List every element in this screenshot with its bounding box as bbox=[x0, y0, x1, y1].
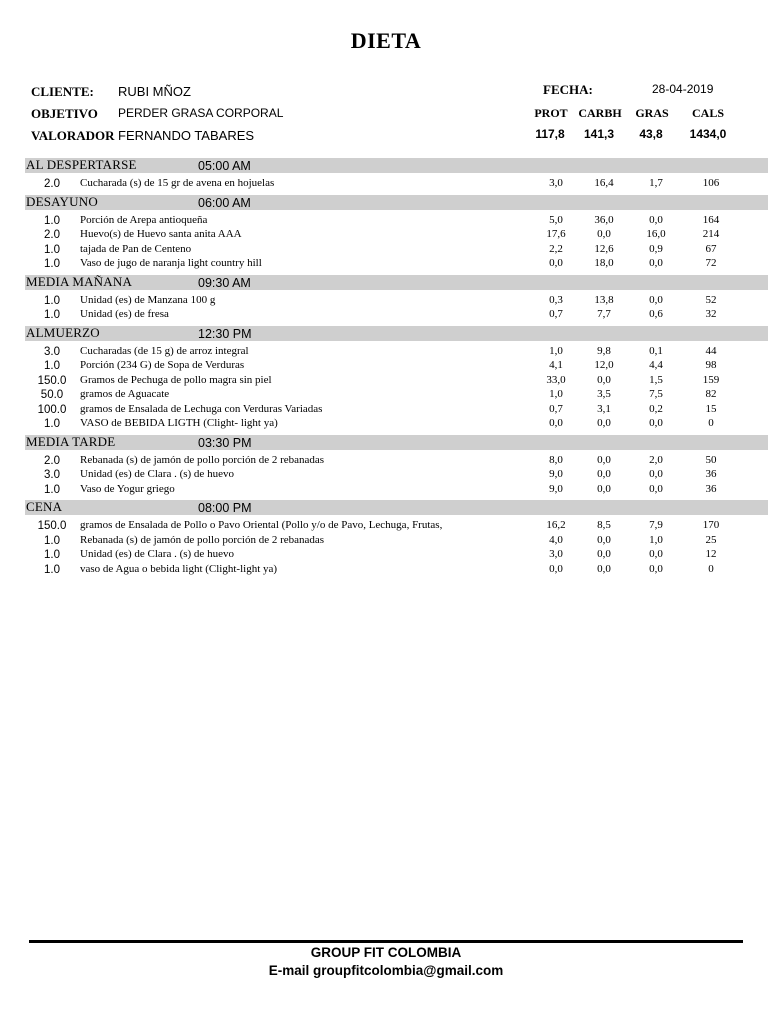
meal-item-row bbox=[0, 402, 768, 417]
meal-item-row bbox=[0, 387, 768, 402]
item-calories: 159 bbox=[702, 373, 720, 386]
meal-time: 09:30 AM bbox=[198, 275, 251, 290]
meal-section bbox=[0, 326, 768, 431]
item-quantity: 1.0 bbox=[44, 534, 60, 547]
item-quantity: 3.0 bbox=[44, 345, 60, 358]
footer-email: E-mail groupfitcolombia@gmail.com bbox=[268, 963, 504, 978]
item-carbs: 0,0 bbox=[597, 417, 611, 429]
meal-section bbox=[0, 275, 768, 322]
meal-item-row bbox=[0, 416, 768, 431]
meal-item-list bbox=[0, 341, 768, 431]
item-protein: 0,7 bbox=[549, 402, 563, 415]
item-carbs: 9,8 bbox=[597, 344, 611, 357]
item-calories: 82 bbox=[705, 388, 717, 400]
item-carbs: 0,0 bbox=[597, 468, 611, 480]
meal-time: 06:00 AM bbox=[198, 195, 251, 210]
item-quantity: 1.0 bbox=[44, 563, 60, 576]
item-carbs: 8,5 bbox=[597, 519, 611, 531]
item-calories: 72 bbox=[705, 257, 717, 269]
meal-item-row bbox=[0, 373, 768, 388]
item-protein: 3,0 bbox=[549, 177, 563, 189]
item-fat: 0,1 bbox=[649, 344, 663, 357]
item-protein: 3,0 bbox=[549, 548, 563, 560]
item-calories: 50 bbox=[705, 453, 717, 466]
item-quantity: 1.0 bbox=[44, 258, 60, 270]
meal-item-list bbox=[0, 173, 768, 191]
meal-name: MEDIA TARDE bbox=[26, 433, 116, 449]
meal-item-row bbox=[0, 293, 768, 308]
meal-item-row bbox=[0, 213, 768, 228]
meal-item-row bbox=[0, 358, 768, 373]
objetivo-value: PERDER GRASA CORPORAL bbox=[118, 106, 284, 120]
prot-header: PROT bbox=[534, 106, 568, 120]
item-quantity: 1.0 bbox=[44, 294, 60, 307]
cliente-label: CLIENTE: bbox=[31, 84, 94, 99]
item-quantity: 2.0 bbox=[44, 229, 60, 241]
item-fat: 0,0 bbox=[649, 562, 663, 575]
meal-section-header bbox=[25, 326, 768, 341]
item-quantity: 1.0 bbox=[44, 214, 60, 227]
meal-item-row bbox=[0, 533, 768, 548]
item-calories: 214 bbox=[702, 228, 720, 240]
meal-section-header bbox=[25, 275, 768, 290]
meal-name: DESAYUNO bbox=[26, 193, 98, 209]
item-carbs: 13,8 bbox=[594, 293, 614, 306]
item-quantity: 3.0 bbox=[44, 469, 60, 481]
meal-name: AL DESPERTARSE bbox=[26, 157, 137, 172]
item-quantity: 2.0 bbox=[44, 178, 60, 190]
item-fat: 0,0 bbox=[649, 257, 663, 269]
fecha-value: 28-04-2019 bbox=[652, 82, 714, 96]
item-fat: 4,4 bbox=[649, 359, 663, 371]
item-protein: 0,0 bbox=[549, 257, 563, 269]
item-carbs: 7,7 bbox=[597, 308, 611, 320]
meal-name: CENA bbox=[26, 499, 63, 514]
meal-time: 03:30 PM bbox=[198, 435, 252, 450]
item-description: Cucharada (s) de 15 gr de avena en hojuelas bbox=[80, 177, 275, 189]
item-quantity: 1.0 bbox=[44, 309, 60, 321]
item-description: Porción (234 G) de Sopa de Verduras bbox=[80, 359, 245, 371]
item-description: VASO de BEBIDA LIGTH (Clight- light ya) bbox=[80, 417, 278, 429]
prot-total: 117,8 bbox=[535, 127, 565, 141]
meal-section bbox=[0, 158, 768, 191]
item-protein: 0,7 bbox=[549, 308, 563, 320]
item-fat: 0,6 bbox=[649, 308, 663, 320]
meal-item-list bbox=[0, 290, 768, 322]
carbh-total: 141,3 bbox=[583, 127, 615, 141]
item-fat: 0,9 bbox=[649, 242, 663, 255]
meal-item-row bbox=[0, 518, 768, 533]
item-description: tajada de Pan de Centeno bbox=[80, 242, 192, 255]
item-calories: 67 bbox=[705, 242, 717, 255]
meal-section bbox=[0, 195, 768, 271]
item-protein: 1,0 bbox=[549, 388, 563, 400]
item-fat: 0,0 bbox=[649, 468, 663, 480]
valorador-value: FERNANDO TABARES bbox=[118, 128, 255, 143]
item-quantity: 150.0 bbox=[37, 374, 67, 387]
meal-item-row bbox=[0, 562, 768, 577]
item-protein: 0,0 bbox=[549, 562, 563, 575]
item-carbs: 0,0 bbox=[597, 533, 611, 546]
item-description: Porción de Arepa antioqueña bbox=[80, 213, 208, 226]
item-calories: 98 bbox=[705, 359, 717, 371]
cals-header: CALS bbox=[691, 106, 724, 120]
item-calories: 44 bbox=[705, 344, 717, 357]
cliente-value: RUBI MÑOZ bbox=[118, 84, 191, 99]
footer-divider bbox=[29, 940, 743, 943]
meal-item-row bbox=[0, 482, 768, 497]
item-protein: 9,0 bbox=[549, 468, 563, 480]
item-quantity: 1.0 bbox=[44, 360, 60, 372]
item-protein: 9,0 bbox=[549, 482, 563, 495]
fecha-label: FECHA: bbox=[543, 82, 593, 97]
item-fat: 0,0 bbox=[649, 482, 663, 495]
meal-section-header bbox=[25, 195, 768, 210]
item-calories: 25 bbox=[705, 533, 717, 546]
item-fat: 7,5 bbox=[649, 388, 663, 400]
item-protein: 8,0 bbox=[549, 453, 563, 466]
item-protein: 16,2 bbox=[546, 519, 566, 531]
footer-company: GROUP FIT COLOMBIA bbox=[310, 945, 462, 960]
item-fat: 0,0 bbox=[649, 213, 663, 226]
item-description: Vaso de Yogur griego bbox=[80, 482, 175, 495]
valorador-label: VALORADOR bbox=[31, 128, 115, 143]
meal-name: MEDIA MAÑANA bbox=[26, 273, 133, 289]
item-fat: 0,2 bbox=[649, 402, 663, 415]
item-protein: 5,0 bbox=[549, 213, 563, 226]
item-quantity: 1.0 bbox=[44, 418, 60, 430]
item-calories: 52 bbox=[705, 293, 717, 306]
meal-item-list bbox=[0, 515, 768, 576]
item-protein: 17,6 bbox=[546, 228, 566, 240]
item-carbs: 3,5 bbox=[597, 388, 611, 400]
item-quantity: 2.0 bbox=[44, 454, 60, 467]
item-carbs: 36,0 bbox=[594, 213, 614, 226]
item-carbs: 12,0 bbox=[594, 359, 614, 371]
meal-item-list bbox=[0, 450, 768, 497]
item-fat: 0,0 bbox=[649, 417, 663, 429]
gras-header: GRAS bbox=[635, 106, 669, 120]
item-carbs: 0,0 bbox=[597, 562, 611, 575]
meal-section bbox=[0, 435, 768, 497]
item-calories: 170 bbox=[702, 519, 720, 531]
item-protein: 4,1 bbox=[549, 359, 563, 371]
item-quantity: 1.0 bbox=[44, 483, 60, 496]
item-carbs: 0,0 bbox=[597, 373, 611, 386]
meal-item-row bbox=[0, 227, 768, 242]
meal-time: 08:00 PM bbox=[198, 501, 252, 515]
meal-item-row bbox=[0, 453, 768, 468]
item-description: Unidad (es) de Clara . (s) de huevo bbox=[80, 468, 234, 480]
item-fat: 2,0 bbox=[649, 453, 663, 466]
meal-time: 12:30 PM bbox=[198, 326, 252, 341]
document-title: DIETA bbox=[350, 28, 422, 53]
item-calories: 106 bbox=[702, 177, 720, 189]
item-carbs: 0,0 bbox=[597, 453, 611, 466]
item-description: gramos de Ensalada de Pollo o Pavo Oriental (Pollo y/o de Pavo, Lechuga, Frutas, bbox=[80, 519, 443, 531]
cals-total: 1434,0 bbox=[689, 127, 727, 141]
item-carbs: 0,0 bbox=[597, 548, 611, 560]
item-description: Rebanada (s) de jamón de pollo porción de 2 rebanadas bbox=[80, 453, 325, 466]
item-description: Unidad (es) de fresa bbox=[80, 308, 169, 320]
item-carbs: 0,0 bbox=[597, 482, 611, 495]
item-calories: 36 bbox=[705, 482, 717, 495]
item-calories: 0 bbox=[708, 562, 714, 575]
item-fat: 7,9 bbox=[649, 519, 663, 531]
meal-section-header bbox=[25, 158, 768, 173]
item-fat: 0,0 bbox=[649, 293, 663, 306]
item-fat: 1,0 bbox=[649, 533, 663, 546]
item-description: Rebanada (s) de jamón de pollo porción de 2 rebanadas bbox=[80, 533, 325, 546]
item-carbs: 18,0 bbox=[594, 257, 614, 269]
item-description: gramos de Aguacate bbox=[80, 388, 170, 400]
item-description: Vaso de jugo de naranja light country hill bbox=[80, 257, 262, 269]
item-calories: 12 bbox=[705, 548, 717, 560]
item-fat: 1,5 bbox=[649, 373, 663, 386]
item-protein: 4,0 bbox=[549, 533, 563, 546]
meal-item-list bbox=[0, 210, 768, 271]
item-carbs: 16,4 bbox=[594, 177, 614, 189]
item-quantity: 150.0 bbox=[37, 520, 67, 532]
item-quantity: 1.0 bbox=[44, 243, 60, 256]
item-calories: 32 bbox=[705, 308, 717, 320]
item-protein: 0,0 bbox=[549, 417, 563, 429]
meal-section-header bbox=[25, 435, 768, 450]
item-description: gramos de Ensalada de Lechuga con Verduras Variadas bbox=[80, 402, 323, 415]
meal-item-row bbox=[0, 467, 768, 482]
item-fat: 0,0 bbox=[649, 548, 663, 560]
meal-sections bbox=[0, 158, 768, 580]
item-calories: 164 bbox=[702, 213, 720, 226]
item-quantity: 50.0 bbox=[40, 389, 64, 401]
gras-total: 43,8 bbox=[639, 127, 663, 141]
meal-item-row bbox=[0, 547, 768, 562]
item-carbs: 12,6 bbox=[594, 242, 614, 255]
meal-name: ALMUERZO bbox=[26, 324, 100, 340]
item-protein: 1,0 bbox=[549, 344, 563, 357]
item-fat: 1,7 bbox=[649, 177, 663, 189]
meal-section-header bbox=[25, 500, 768, 515]
item-calories: 15 bbox=[705, 402, 717, 415]
objetivo-label: OBJETIVO bbox=[31, 106, 98, 121]
item-description: Huevo(s) de Huevo santa anita AAA bbox=[80, 228, 242, 240]
meal-item-row bbox=[0, 176, 768, 191]
item-quantity: 100.0 bbox=[37, 403, 67, 416]
item-protein: 0,3 bbox=[549, 293, 563, 306]
item-protein: 2,2 bbox=[549, 242, 563, 255]
meal-item-row bbox=[0, 256, 768, 271]
meal-item-row bbox=[0, 242, 768, 257]
item-calories: 36 bbox=[705, 468, 717, 480]
item-description: Cucharadas (de 15 g) de arroz integral bbox=[80, 344, 249, 357]
item-description: Unidad (es) de Manzana 100 g bbox=[80, 293, 216, 306]
meal-time: 05:00 AM bbox=[198, 159, 251, 173]
meal-item-row bbox=[0, 307, 768, 322]
meal-section bbox=[0, 500, 768, 576]
item-quantity: 1.0 bbox=[44, 549, 60, 561]
item-carbs: 3,1 bbox=[597, 402, 611, 415]
meal-item-row bbox=[0, 344, 768, 359]
item-fat: 16,0 bbox=[646, 228, 666, 240]
item-carbs: 0,0 bbox=[597, 228, 611, 240]
item-description: vaso de Agua o bebida light (Clight-light ya) bbox=[80, 562, 278, 575]
item-calories: 0 bbox=[708, 417, 714, 429]
item-description: Gramos de Pechuga de pollo magra sin piel bbox=[80, 373, 272, 386]
item-description: Unidad (es) de Clara . (s) de huevo bbox=[80, 548, 234, 560]
carbh-header: CARBH bbox=[578, 106, 622, 120]
item-protein: 33,0 bbox=[546, 373, 566, 386]
